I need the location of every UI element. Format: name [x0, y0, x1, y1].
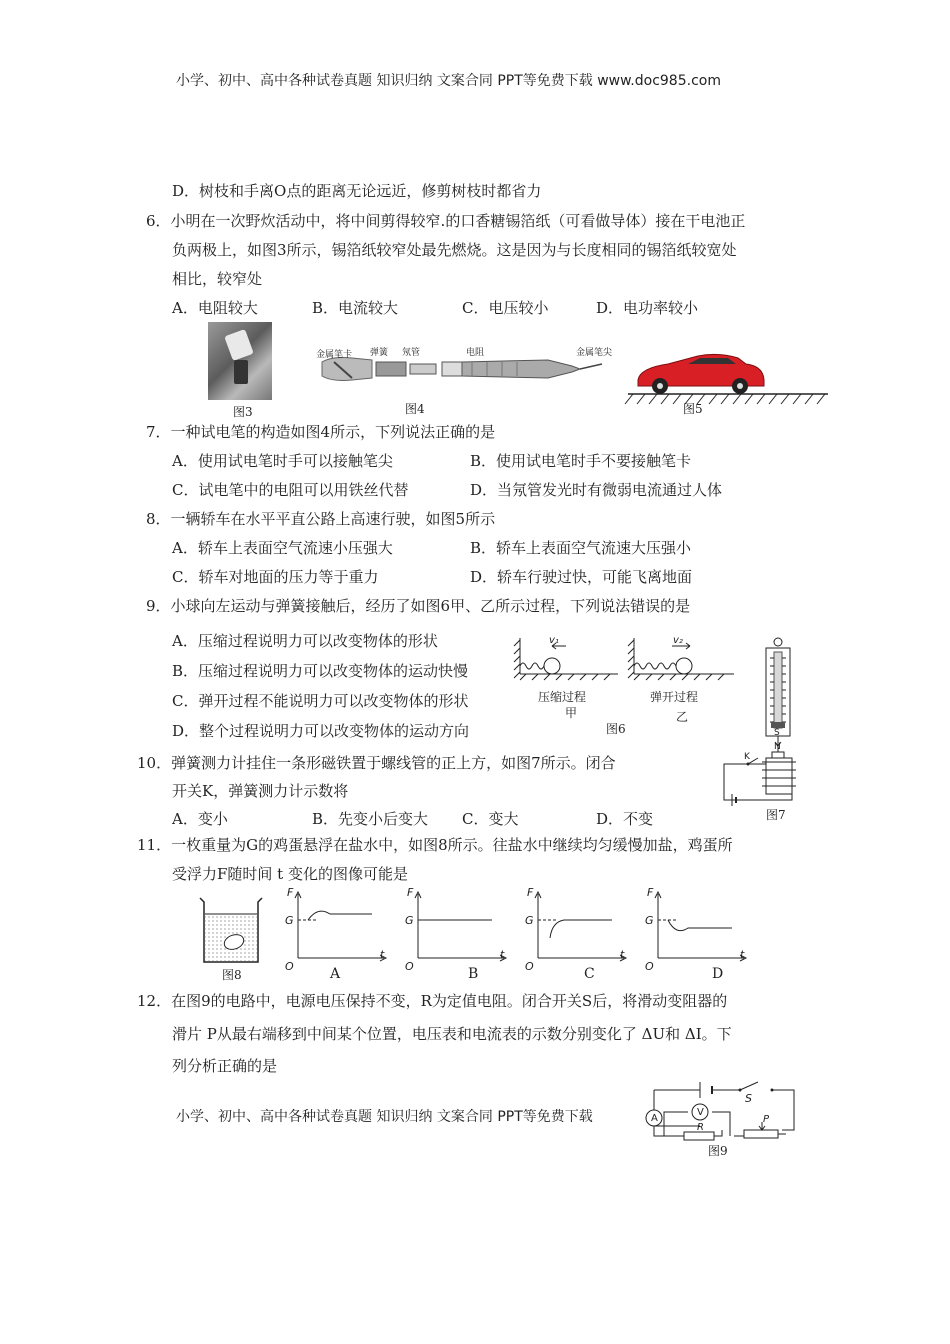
q10-option-d: D．不变: [596, 810, 654, 828]
q8-option-b: B．轿车上表面空气流速大压强小: [470, 539, 692, 557]
q7-stem: 7．一种试电笔的构造如图4所示，下列说法正确的是: [146, 423, 496, 441]
q7-option-d: D．当氖管发光时有微弱电流通过人体: [470, 481, 723, 499]
fig9-slider-p: P: [763, 1114, 770, 1125]
fig4-label-clip: 金属笔卡: [316, 350, 353, 360]
graph-c-t-label: t: [620, 948, 625, 961]
graph-a-label: A: [330, 966, 341, 982]
figure-6-spring-ball: [508, 632, 738, 688]
graph-a-g-label: G: [285, 914, 294, 927]
graph-b-f-label: F: [407, 886, 414, 899]
figure-9-caption: 图9: [708, 1144, 728, 1158]
fig9-resistor-r: R: [697, 1122, 704, 1133]
fig6-sub-jia: 甲: [565, 706, 578, 720]
figure-8-caption: 图8: [222, 968, 242, 982]
q10-line2: 开关K，弹簧测力计示数将: [172, 782, 349, 800]
q7-option-a: A．使用试电笔时手可以接触笔尖: [172, 452, 393, 470]
graph-a-t-label: t: [380, 948, 385, 961]
q9-option-a: A．压缩过程说明力可以改变物体的形状: [172, 632, 438, 650]
q11-graph-a: [288, 888, 388, 968]
q11-line2: 受浮力F随时间 t 变化的图像可能是: [172, 865, 408, 883]
fig9-ammeter-a: A: [651, 1113, 658, 1124]
figure-5-car: [628, 350, 828, 410]
graph-d-label: D: [712, 966, 724, 982]
figure-3-photo: [208, 322, 272, 400]
graph-b-origin: O: [405, 960, 414, 973]
q10-option-a: A．变小: [172, 810, 228, 828]
q11-graph-b: [408, 888, 508, 968]
fig6-compress-label: 压缩过程: [538, 690, 587, 704]
q9-option-d: D．整个过程说明力可以改变物体的运动方向: [172, 722, 470, 740]
q8-option-a: A．轿车上表面空气流速小压强大: [172, 539, 393, 557]
fig9-switch-s: S: [745, 1092, 752, 1105]
graph-c-origin: O: [525, 960, 534, 973]
figure-5-caption: 图5: [683, 402, 703, 416]
q11-graph-c: [528, 888, 628, 968]
q6-option-d: D．电功率较小: [596, 299, 699, 317]
graph-a-origin: O: [285, 960, 294, 973]
q12-line3: 列分析正确的是: [172, 1057, 278, 1075]
page-footer: 小学、初中、高中各种试卷真题 知识归纳 文案合同 PPT等免费下载: [176, 1109, 593, 1125]
q11-line1: 11．一枚重量为G的鸡蛋悬浮在盐水中，如图8所示。往盐水中继续均匀缓慢加盐，鸡蛋所: [137, 836, 733, 854]
figure-8-beaker: [196, 896, 266, 968]
graph-c-f-label: F: [527, 886, 534, 899]
q6-option-c: C．电压较小: [462, 299, 549, 317]
q8-option-d: D．轿车行驶过快，可能飞离地面: [470, 568, 693, 586]
q7-option-c: C．试电笔中的电阻可以用铁丝代替: [172, 481, 409, 499]
figure-3-caption: 图3: [233, 405, 253, 419]
graph-d-t-label: t: [740, 948, 745, 961]
fig6-sub-yi: 乙: [676, 710, 689, 724]
graph-c-g-label: G: [525, 914, 534, 927]
fig4-label-spring: 弹簧: [370, 348, 389, 358]
q8-option-c: C．轿车对地面的压力等于重力: [172, 568, 379, 586]
q8-stem: 8．一辆轿车在水平平直公路上高速行驶，如图5所示: [146, 510, 496, 528]
figure-9-circuit: [640, 1078, 800, 1140]
graph-b-t-label: t: [500, 948, 505, 961]
fig7-switch-k: K: [744, 752, 750, 762]
figure-7-caption: 图7: [766, 808, 786, 822]
graph-d-origin: O: [645, 960, 654, 973]
graph-a-f-label: F: [287, 886, 294, 899]
q7-option-b: B．使用试电笔时手不要接触笔卡: [470, 452, 692, 470]
graph-b-g-label: G: [405, 914, 414, 927]
q12-line1: 12．在图9的电路中，电源电压保持不变，R为定值电阻。闭合开关S后，将滑动变阻器的: [137, 992, 728, 1010]
graph-d-f-label: F: [647, 886, 654, 899]
fig6-v2: v₂: [673, 635, 683, 646]
q6-line2: 负两极上，如图3所示，锡箔纸较窄处最先燃烧。这是因为与长度相同的锡箔纸较宽处: [172, 241, 737, 259]
q12-line2: 滑片 P从最右端移到中间某个位置，电压表和电流表的示数分别变化了 ΔU和 ΔI。下: [172, 1025, 732, 1043]
fig4-label-resistor: 电阻: [466, 348, 485, 358]
graph-b-label: B: [468, 966, 479, 982]
fig7-magnet-n: N: [774, 742, 781, 752]
q5-option-d: D．树枝和手离O点的距离无论远近，修剪树枝时都省力: [172, 182, 542, 200]
page-header: 小学、初中、高中各种试卷真题 知识归纳 文案合同 PPT等免费下载 www.doc985.com: [176, 73, 721, 89]
q10-option-b: B．先变小后变大: [312, 810, 429, 828]
fig7-magnet-s: S: [774, 728, 780, 738]
fig6-release-label: 弹开过程: [650, 690, 699, 704]
q10-option-c: C．变大: [462, 810, 519, 828]
q6-line3: 相比，较窄处: [172, 270, 263, 288]
fig4-label-neon: 氖管: [402, 348, 421, 358]
q9-stem: 9．小球向左运动与弹簧接触后，经历了如图6甲、乙所示过程，下列说法错误的是: [146, 597, 691, 615]
q6-line1: 6．小明在一次野炊活动中，将中间剪得较窄.的口香糖锡箔纸（可看做导体）接在干电池正: [146, 212, 746, 230]
graph-d-g-label: G: [645, 914, 654, 927]
figure-4-caption: 图4: [405, 402, 425, 416]
fig6-v1: v₁: [549, 635, 559, 646]
figure-6-caption: 图6: [606, 722, 626, 736]
q9-option-c: C．弹开过程不能说明力可以改变物体的形状: [172, 692, 469, 710]
q6-option-a: A．电阻较大: [172, 299, 258, 317]
q6-option-b: B．电流较大: [312, 299, 399, 317]
q9-option-b: B．压缩过程说明力可以改变物体的运动快慢: [172, 662, 469, 680]
fig9-voltmeter-v: V: [697, 1107, 704, 1118]
figure-7-spring-scale: [718, 636, 808, 804]
fig4-label-tip: 金属笔尖: [576, 348, 613, 358]
graph-c-label: C: [584, 966, 595, 982]
q10-line1: 10．弹簧测力计挂住一条形磁铁置于螺线管的正上方，如图7所示。闭合: [137, 754, 616, 772]
q11-graph-d: [648, 888, 748, 968]
